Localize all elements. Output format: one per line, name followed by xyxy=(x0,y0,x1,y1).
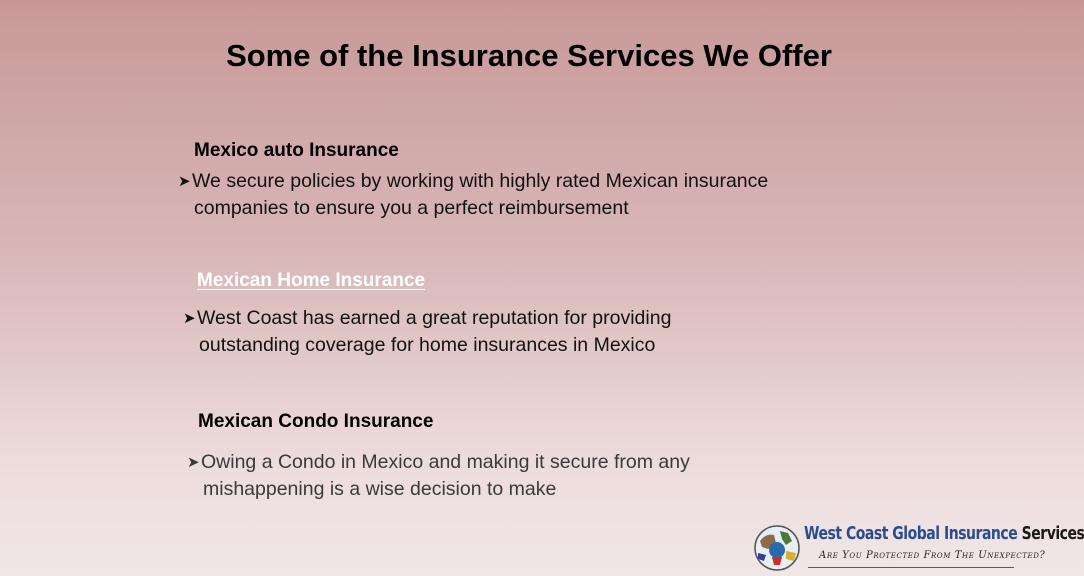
arrow-bullet-icon: ➤ xyxy=(187,454,200,471)
bullet-line-2: companies to ensure you a perfect reimbursement xyxy=(194,197,629,219)
arrow-bullet-icon: ➤ xyxy=(178,173,191,190)
logo-brand-name xyxy=(804,524,1084,544)
logo-tagline: Are You Protected From The Unexpected? xyxy=(819,550,1046,561)
bullet-line-2: outstanding coverage for home insurances in Mexico xyxy=(199,334,656,356)
arrow-bullet-icon: ➤ xyxy=(183,310,196,327)
company-logo xyxy=(752,523,1084,573)
bullet-line-1: We secure policies by working with highly rated Mexican insurance xyxy=(192,170,769,192)
bullet-condo-insurance xyxy=(187,449,690,502)
bullet-line-2: mishappening is a wise decision to make xyxy=(203,478,557,500)
bullet-auto-insurance xyxy=(178,168,768,221)
logo-brand-part2: Services xyxy=(1021,524,1084,544)
page-title: Some of the Insurance Services We Offer xyxy=(226,38,832,73)
bullet-line-1: West Coast has earned a great reputation for providing xyxy=(197,307,672,329)
heading-mexico-auto-insurance: Mexico auto Insurance xyxy=(194,140,399,161)
heading-mexican-home-insurance-link[interactable]: Mexican Home Insurance xyxy=(197,270,426,291)
bullet-home-insurance xyxy=(183,305,671,358)
logo-brand-part1: West Coast Global Insurance xyxy=(804,524,1018,544)
heading-mexican-condo-insurance: Mexican Condo Insurance xyxy=(198,411,434,432)
logo-divider xyxy=(808,567,1014,568)
bullet-line-1: Owing a Condo in Mexico and making it secure from any xyxy=(201,451,690,473)
globe-emblem-icon xyxy=(752,523,804,573)
